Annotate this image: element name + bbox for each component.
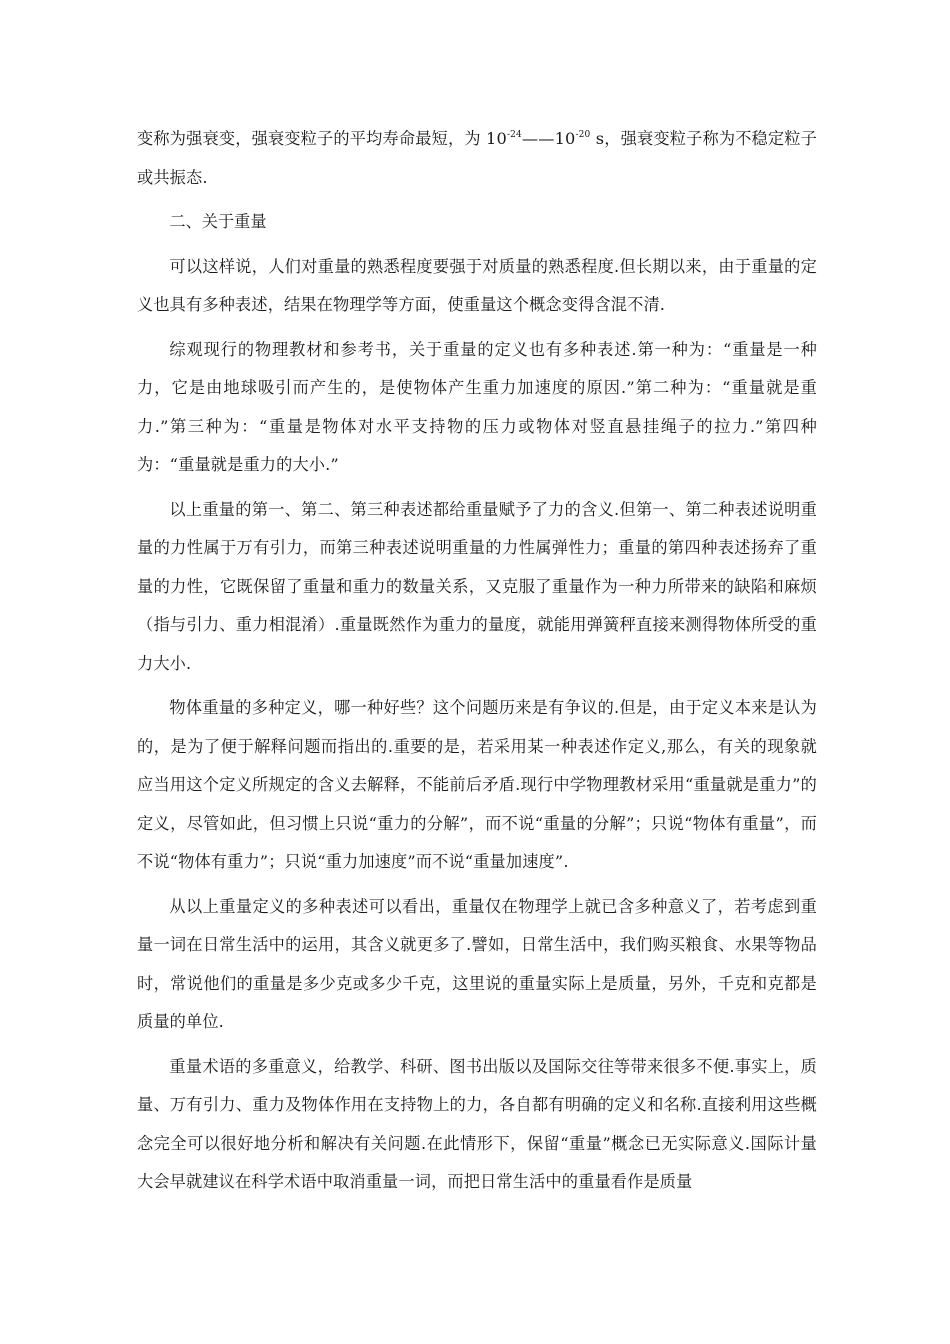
paragraph-text: 变称为强衰变，强衰变粒子的平均寿命最短，为 10 <box>137 129 507 148</box>
section-heading: 二、关于重量 <box>169 212 267 231</box>
paragraph: 从以上重量定义的多种表述可以看出，重量仅在物理学上就已含多种意义了，若考虑到重量一词在日常生活中的运用，其含义就更多了.譬如，日常生活中，我们购买粮食、水果等物品时，常说他们的重量是多少克或多少千克，这里说的重量实际上是质量，另外，千克和克都是质量的单位. <box>137 896 817 1031</box>
exponent: -20 <box>575 130 591 140</box>
exponent: -24 <box>506 130 522 140</box>
paragraph-text: ——10 <box>521 129 576 148</box>
paragraph: 以上重量的第一、第二、第三种表述都给重量赋予了力的含义.但第一、第二种表述说明重量的力性属于万有引力，而第三种表述说明重量的力性属弹性力；重量的第四种表述扬弃了重量的力性，它既保留了重量和重力的数量关系，又克服了重量作为一种力所带来的缺陷和麻烦（指与引力、重力相混淆）.重量既然作为重力的量度，就能用弹簧秤直接来测得物体所受的重力大小. <box>137 499 817 673</box>
paragraph: 综观现行的物理教材和参考书，关于重量的定义也有多种表述.第一种为：“重量是一种力，它是由地球吸引而产生的，是使物体产生重力加速度的原因.”第二种为：“重量就是重力.”第三种为：“重量是物体对水平支持物的压力或物体对竖直悬挂绳子的拉力.”第四种为：“重量就是重力的大小.” <box>137 339 817 474</box>
paragraph-text: s，强衰变粒子称为不稳定粒子或共振态. <box>137 129 818 187</box>
paragraph: 重量术语的多重意义，给教学、科研、图书出版以及国际交往等带来很多不便.事实上，质量、万有引力、重力及物体作用在支持物上的力，各自都有明确的定义和名称.直接利用这些概念完全可以很好地分析和解决有关问题.在此情形下，保留“重量”概念已无实际意义.国际计量大会早就建议在科学术语中取消重量一词，而把日常生活中的重量看作是质量 <box>137 1056 817 1191</box>
document-page <box>137 120 817 1208</box>
paragraph: 物体重量的多种定义，哪一种好些？这个问题历来是有争议的.但是，由于定义本来是认为的，是为了便于解释问题而指出的.重要的是，若采用某一种表述作定义,那么，有关的现象就应当用这个定义所规定的含义去解释，不能前后矛盾.现行中学物理教材采用“重量就是重力”的定义，尽管如此，但习惯上只说“重力的分解”，而不说“重量的分解”；只说“物体有重量”，而不说“物体有重力”；只说“重力加速度”而不说“重量加速度”. <box>137 698 817 871</box>
paragraph: 可以这样说，人们对重量的熟悉程度要强于对质量的熟悉程度.但长期以来，由于重量的定义也具有多种表述，结果在物理学等方面，使重量这个概念变得含混不清. <box>137 256 817 314</box>
paragraph-strong-decay <box>137 120 817 197</box>
